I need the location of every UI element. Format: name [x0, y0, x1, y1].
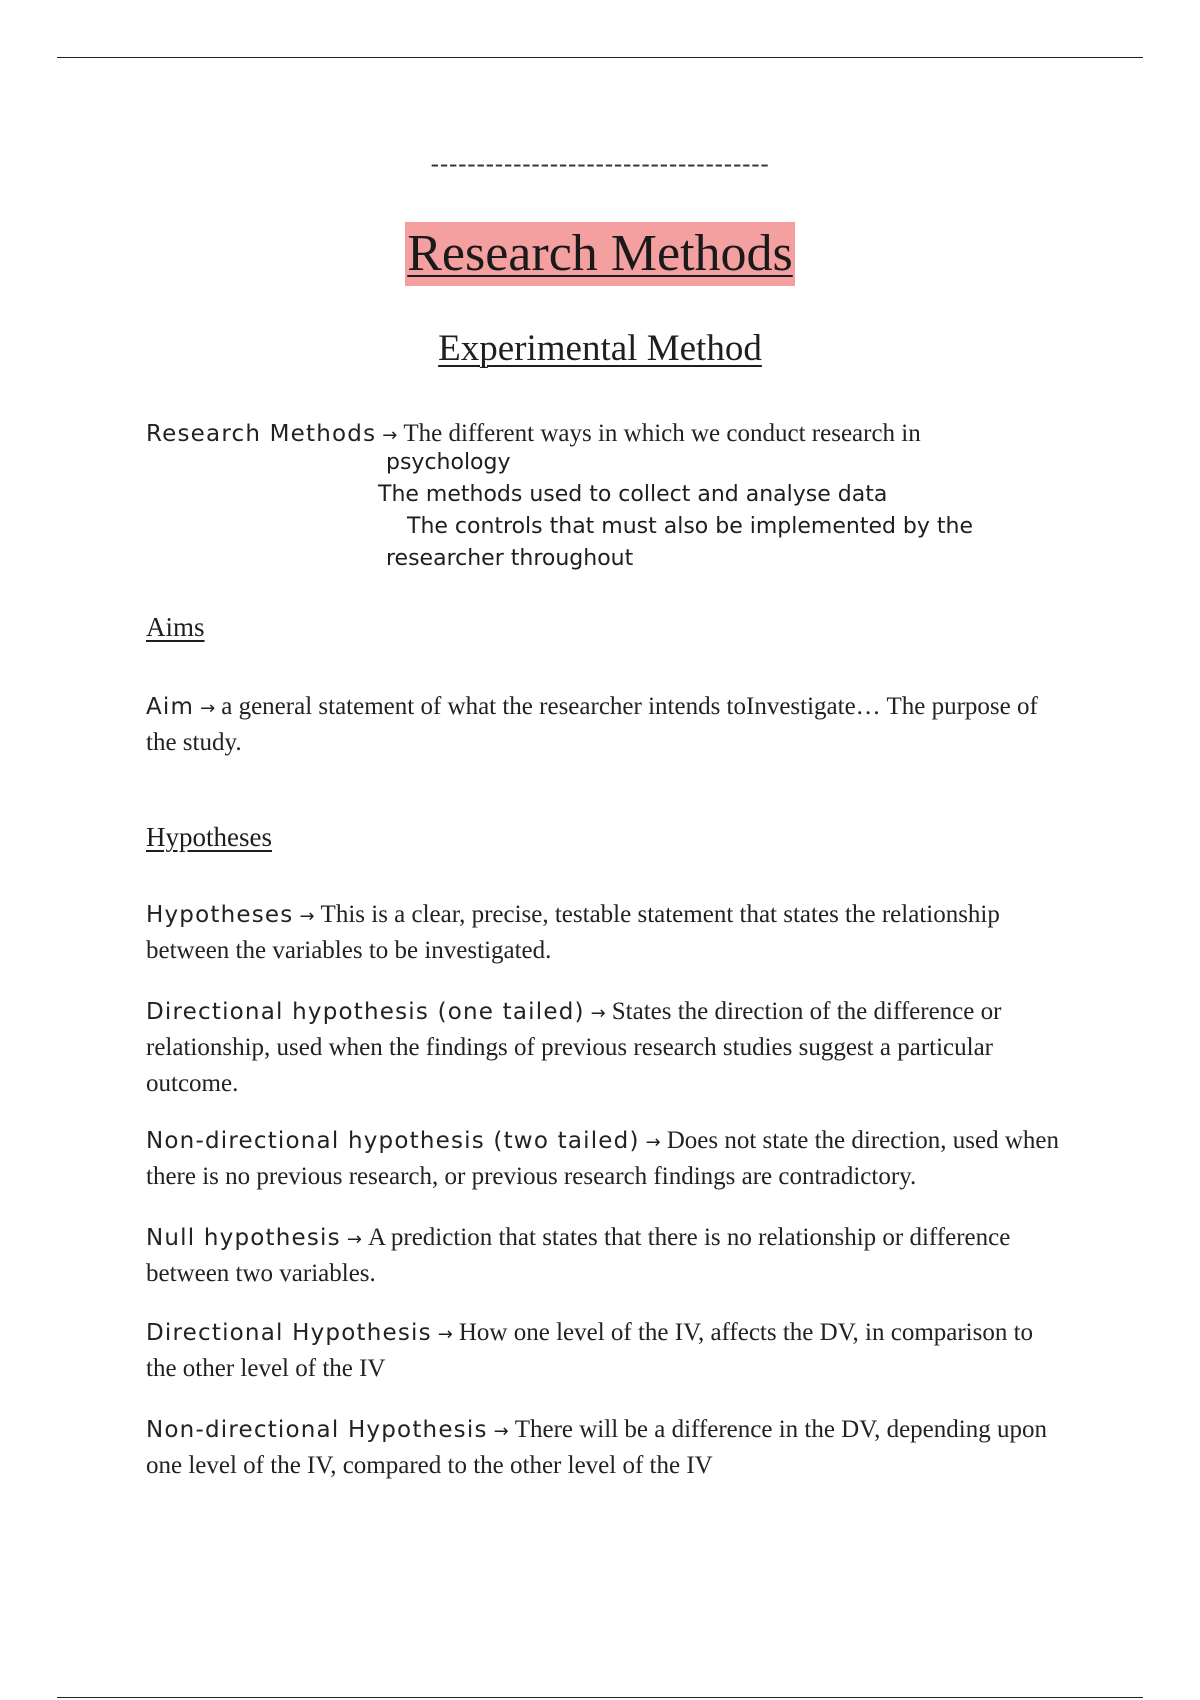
hypothesis-definition	[146, 1413, 1066, 1485]
arrow-icon: →	[437, 1324, 453, 1345]
definition-term: Research Methods	[146, 421, 377, 447]
page-bottom-rule	[57, 1697, 1143, 1698]
hypothesis-definition	[146, 1316, 1066, 1388]
definition-text: Does not state the direction, used when there is no previous research, or previous research findings are contradictory.	[146, 1127, 1059, 1190]
page-title: Research Methods	[405, 222, 795, 286]
arrow-icon: →	[590, 1003, 606, 1024]
arrow-icon: →	[645, 1132, 661, 1153]
hypothesis-definition	[146, 1221, 1066, 1293]
title-wrapper	[0, 222, 1200, 286]
definition-text: a general statement of what the researcher intends toInvestigate… The purpose of the study.	[146, 693, 1038, 756]
definition-term: Directional hypothesis (one tailed)	[146, 999, 585, 1025]
hypothesis-definition	[146, 995, 1066, 1103]
definition-text: There will be a difference in the DV, depending upon one level of the IV, compared to the other level of the IV	[146, 1416, 1047, 1479]
aims-heading: Aims	[146, 612, 205, 642]
definition-term: Directional Hypothesis	[146, 1320, 432, 1346]
arrow-icon: →	[493, 1421, 509, 1442]
aim-definition	[146, 690, 1066, 762]
definition-line: researcher throughout	[386, 546, 634, 571]
definition-line: The controls that must also be implemented by the	[407, 514, 974, 539]
dash-separator: -------------------------------------	[430, 150, 770, 178]
arrow-icon: →	[200, 698, 216, 719]
section-subtitle: Experimental Method	[438, 328, 762, 369]
page-top-rule	[57, 57, 1143, 58]
definition-term: Null hypothesis	[146, 1225, 341, 1251]
definition-term: Hypotheses	[146, 902, 294, 928]
definition-text: A prediction that states that there is no relationship or difference between two variables.	[146, 1224, 1011, 1287]
definition-term: Non-directional Hypothesis	[146, 1417, 488, 1443]
research-methods-definition	[146, 418, 1046, 453]
arrow-icon: →	[382, 425, 398, 446]
definition-term: Aim	[146, 694, 195, 720]
definition-text: States the direction of the difference or relationship, used when the findings of previous research studies suggest a particular outcome.	[146, 998, 1002, 1097]
definition-term: Non-directional hypothesis (two tailed)	[146, 1128, 640, 1154]
arrow-icon: →	[346, 1229, 362, 1250]
definition-text: How one level of the IV, affects the DV, in comparison to the other level of the IV	[146, 1319, 1034, 1382]
hypothesis-definition	[146, 1124, 1066, 1196]
hypothesis-definition	[146, 898, 1066, 970]
definition-text: This is a clear, precise, testable statement that states the relationship between the variables to be investigated.	[146, 901, 1000, 964]
arrow-icon: →	[299, 906, 315, 927]
definition-text: The different ways in which we conduct research in	[403, 420, 921, 447]
definition-line: psychology	[386, 450, 511, 475]
definition-line: The methods used to collect and analyse data	[378, 482, 888, 507]
hypotheses-heading: Hypotheses	[146, 822, 272, 852]
